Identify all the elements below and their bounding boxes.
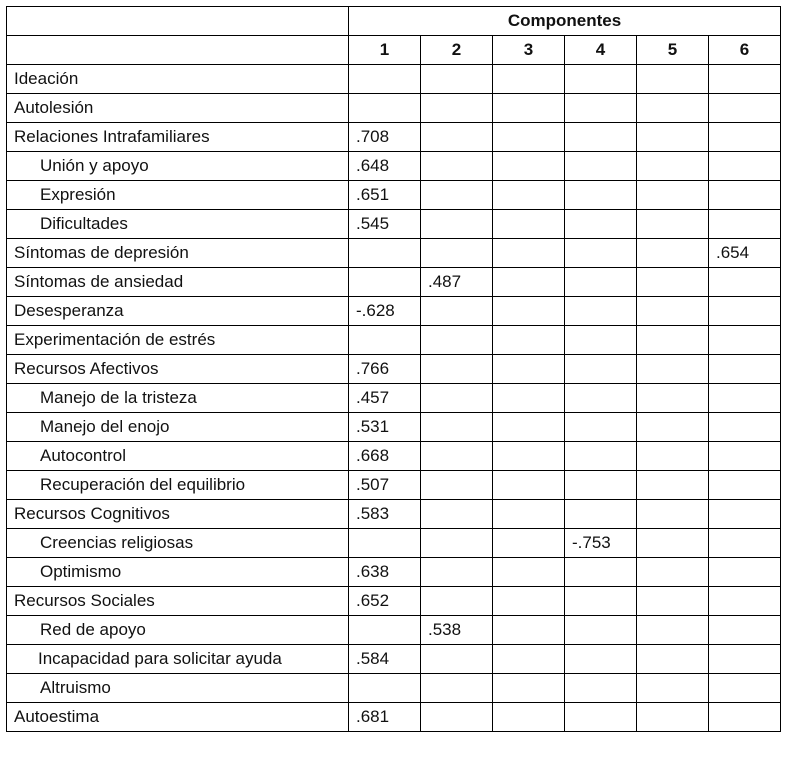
table-row <box>7 616 781 645</box>
table-row <box>7 297 781 326</box>
table-row <box>7 442 781 471</box>
table-row <box>7 326 781 355</box>
loading-cell <box>493 65 565 94</box>
row-label: Desesperanza <box>7 297 349 326</box>
loading-cell <box>637 123 709 152</box>
table-row <box>7 152 781 181</box>
loading-cell <box>565 616 637 645</box>
table-row <box>7 529 781 558</box>
row-label: Incapacidad para solicitar ayuda <box>7 645 349 674</box>
loading-cell <box>709 297 781 326</box>
row-label: Ideación <box>7 65 349 94</box>
loading-cell <box>637 471 709 500</box>
loading-cell <box>349 65 421 94</box>
loading-cell <box>637 326 709 355</box>
loading-cell <box>637 529 709 558</box>
loading-cell <box>421 123 493 152</box>
loading-cell <box>637 587 709 616</box>
loading-cell <box>565 558 637 587</box>
column-header-2: 2 <box>421 36 493 65</box>
loading-cell <box>709 616 781 645</box>
table-row <box>7 123 781 152</box>
loading-cell <box>637 674 709 703</box>
loading-cell <box>709 645 781 674</box>
table-row <box>7 413 781 442</box>
loading-cell <box>637 500 709 529</box>
loading-cell <box>493 297 565 326</box>
loading-cell <box>493 442 565 471</box>
loading-cell: .638 <box>349 558 421 587</box>
loading-cell <box>709 268 781 297</box>
row-label: Expresión <box>7 181 349 210</box>
loading-cell <box>709 65 781 94</box>
loading-cell <box>709 181 781 210</box>
loading-cell <box>709 471 781 500</box>
loading-cell: .652 <box>349 587 421 616</box>
loading-cell <box>421 645 493 674</box>
loading-cell <box>565 500 637 529</box>
loading-cell: .457 <box>349 384 421 413</box>
loading-cell <box>421 529 493 558</box>
table-row <box>7 181 781 210</box>
loading-cell <box>709 703 781 732</box>
loading-cell: .681 <box>349 703 421 732</box>
loading-cell <box>565 645 637 674</box>
loading-cell <box>565 239 637 268</box>
loading-cell <box>709 152 781 181</box>
row-label: Recursos Cognitivos <box>7 500 349 529</box>
loading-cell <box>493 471 565 500</box>
loading-cell <box>637 268 709 297</box>
loading-cell <box>349 94 421 123</box>
loading-cell <box>565 268 637 297</box>
row-label: Recursos Afectivos <box>7 355 349 384</box>
loading-cell <box>421 442 493 471</box>
loading-cell <box>493 239 565 268</box>
loading-cell <box>421 471 493 500</box>
loading-cell <box>637 239 709 268</box>
row-label: Recursos Sociales <box>7 587 349 616</box>
loading-cell <box>565 152 637 181</box>
row-label: Creencias religiosas <box>7 529 349 558</box>
loading-cell <box>637 65 709 94</box>
loading-cell <box>565 442 637 471</box>
loading-cell <box>349 529 421 558</box>
loading-cell <box>565 703 637 732</box>
row-label: Manejo de la tristeza <box>7 384 349 413</box>
loading-cell: .531 <box>349 413 421 442</box>
loading-cell <box>493 268 565 297</box>
loading-cell <box>421 239 493 268</box>
loading-cell <box>493 94 565 123</box>
table-row <box>7 65 781 94</box>
loading-cell <box>493 500 565 529</box>
loading-cell: .584 <box>349 645 421 674</box>
loading-cell <box>709 94 781 123</box>
loading-cell <box>565 297 637 326</box>
table-body <box>7 65 781 732</box>
loading-cell <box>421 587 493 616</box>
loading-cell <box>709 326 781 355</box>
loading-cell <box>709 674 781 703</box>
loading-cell <box>637 703 709 732</box>
loading-cell: .648 <box>349 152 421 181</box>
table-row <box>7 210 781 239</box>
header-columns-row <box>7 36 781 65</box>
loading-cell <box>421 500 493 529</box>
row-label: Experimentación de estrés <box>7 326 349 355</box>
loading-cell <box>493 355 565 384</box>
loading-cell: .545 <box>349 210 421 239</box>
loading-cell <box>493 616 565 645</box>
loading-cell <box>349 674 421 703</box>
loading-cell: .583 <box>349 500 421 529</box>
loading-cell <box>493 529 565 558</box>
loading-cell <box>421 65 493 94</box>
column-header-5: 5 <box>637 36 709 65</box>
header-empty-cell <box>7 7 349 36</box>
loading-cell <box>565 471 637 500</box>
loading-cell <box>565 210 637 239</box>
loading-cell <box>421 210 493 239</box>
loading-cell <box>349 268 421 297</box>
loading-cell <box>493 384 565 413</box>
loading-cell <box>637 210 709 239</box>
component-loadings-table <box>6 6 781 732</box>
loading-cell <box>565 587 637 616</box>
table-row <box>7 268 781 297</box>
row-label: Optimismo <box>7 558 349 587</box>
column-header-6: 6 <box>709 36 781 65</box>
table-row <box>7 471 781 500</box>
table-row <box>7 587 781 616</box>
row-label: Dificultades <box>7 210 349 239</box>
table-row <box>7 355 781 384</box>
loading-cell: .668 <box>349 442 421 471</box>
loading-cell <box>637 181 709 210</box>
loading-cell <box>709 529 781 558</box>
loading-cell <box>493 703 565 732</box>
loading-cell <box>709 210 781 239</box>
row-label: Síntomas de ansiedad <box>7 268 349 297</box>
loading-cell <box>637 413 709 442</box>
loading-cell <box>565 94 637 123</box>
loading-cell <box>493 674 565 703</box>
loading-cell <box>421 703 493 732</box>
loading-cell <box>637 616 709 645</box>
loading-cell: .487 <box>421 268 493 297</box>
table-row <box>7 500 781 529</box>
loading-cell <box>709 587 781 616</box>
loading-cell <box>709 384 781 413</box>
loading-cell: .654 <box>709 239 781 268</box>
loading-cell <box>349 326 421 355</box>
loading-cell <box>493 326 565 355</box>
table-row <box>7 94 781 123</box>
loading-cell <box>565 181 637 210</box>
loading-cell: .538 <box>421 616 493 645</box>
loading-cell: -.753 <box>565 529 637 558</box>
loading-cell: -.628 <box>349 297 421 326</box>
loading-cell <box>421 384 493 413</box>
loading-cell <box>421 413 493 442</box>
loading-cell <box>637 94 709 123</box>
loading-cell <box>421 94 493 123</box>
table-row <box>7 645 781 674</box>
loading-cell <box>493 181 565 210</box>
loading-cell: .708 <box>349 123 421 152</box>
loading-cell <box>709 355 781 384</box>
loading-cell <box>709 500 781 529</box>
row-label: Autoestima <box>7 703 349 732</box>
loading-cell <box>493 645 565 674</box>
loading-cell <box>421 181 493 210</box>
loading-cell <box>493 413 565 442</box>
table-row <box>7 703 781 732</box>
loading-cell <box>421 297 493 326</box>
header-empty-cell <box>7 36 349 65</box>
loading-cell <box>709 413 781 442</box>
loading-cell <box>421 674 493 703</box>
loading-cell <box>637 355 709 384</box>
loading-cell <box>493 123 565 152</box>
loading-cell <box>709 558 781 587</box>
loading-cell <box>421 355 493 384</box>
row-label: Recuperación del equilibrio <box>7 471 349 500</box>
row-label: Relaciones Intrafamiliares <box>7 123 349 152</box>
loading-cell <box>565 674 637 703</box>
loading-cell <box>565 326 637 355</box>
row-label: Red de apoyo <box>7 616 349 645</box>
loading-cell <box>349 239 421 268</box>
row-label: Autocontrol <box>7 442 349 471</box>
row-label: Unión y apoyo <box>7 152 349 181</box>
loading-cell <box>709 123 781 152</box>
loading-cell: .507 <box>349 471 421 500</box>
loading-cell <box>709 442 781 471</box>
loading-cell <box>349 616 421 645</box>
loading-cell <box>493 558 565 587</box>
loading-cell: .766 <box>349 355 421 384</box>
column-header-4: 4 <box>565 36 637 65</box>
loading-cell <box>421 152 493 181</box>
loading-cell <box>637 152 709 181</box>
row-label: Altruismo <box>7 674 349 703</box>
loading-cell <box>565 65 637 94</box>
row-label: Autolesión <box>7 94 349 123</box>
loading-cell <box>637 558 709 587</box>
table-row <box>7 384 781 413</box>
table-row <box>7 239 781 268</box>
loading-cell <box>565 355 637 384</box>
loading-cell: .651 <box>349 181 421 210</box>
loading-cell <box>421 558 493 587</box>
loading-cell <box>637 384 709 413</box>
loading-cell <box>565 384 637 413</box>
header-group-row <box>7 7 781 36</box>
loading-cell <box>493 152 565 181</box>
column-header-3: 3 <box>493 36 565 65</box>
loading-cell <box>637 645 709 674</box>
loading-cell <box>565 413 637 442</box>
components-header: Componentes <box>349 7 781 36</box>
loading-cell <box>493 587 565 616</box>
row-label: Síntomas de depresión <box>7 239 349 268</box>
table-row <box>7 558 781 587</box>
loading-cell <box>637 442 709 471</box>
table-row <box>7 674 781 703</box>
row-label: Manejo del enojo <box>7 413 349 442</box>
loading-cell <box>565 123 637 152</box>
column-header-1: 1 <box>349 36 421 65</box>
loading-cell <box>493 210 565 239</box>
loading-cell <box>421 326 493 355</box>
loading-cell <box>637 297 709 326</box>
